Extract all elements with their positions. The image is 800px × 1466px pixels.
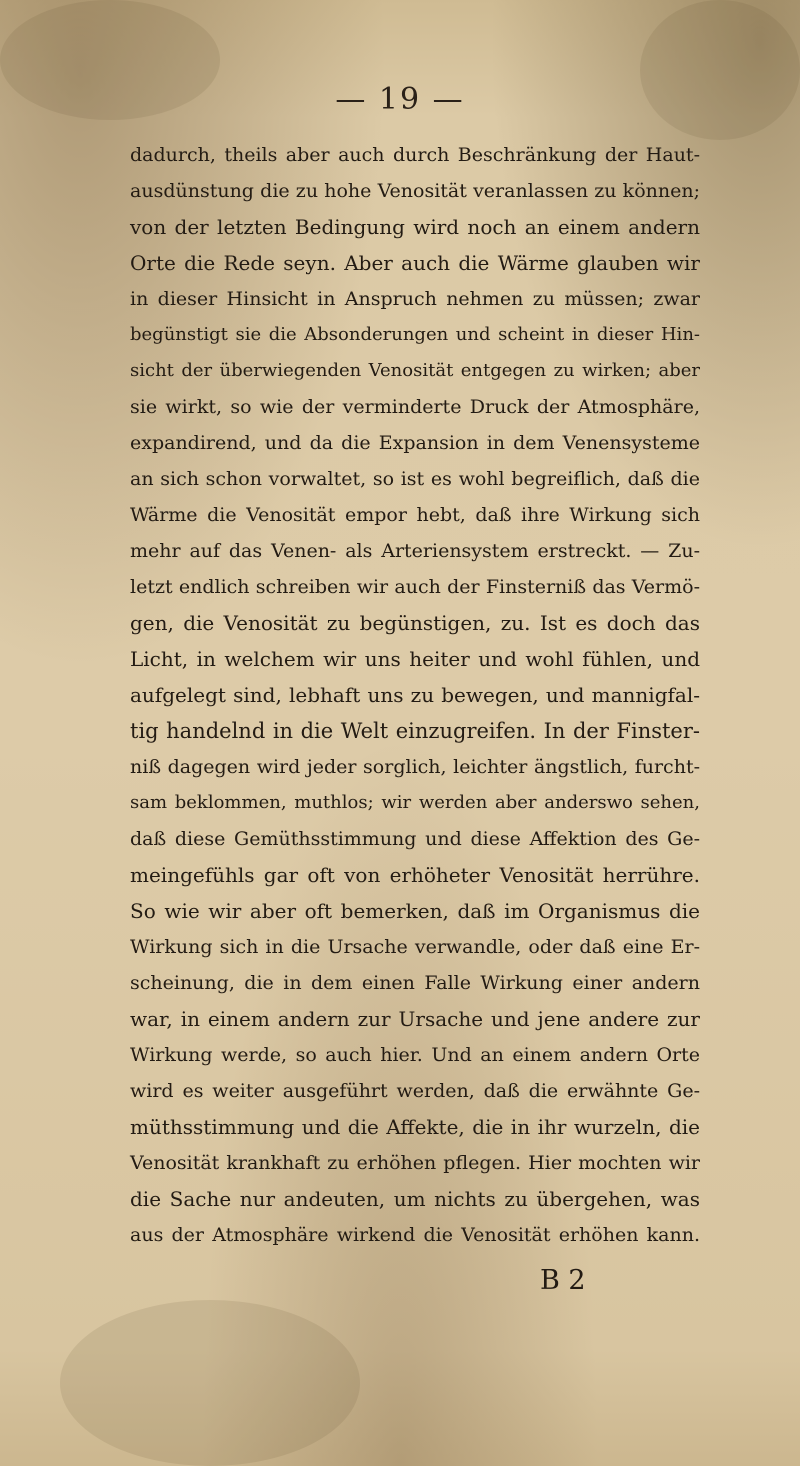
text-line: meingefühls gar oft von erhöheter Venosität herrühre. xyxy=(130,863,700,887)
text-line: Wirkung werde, so auch hier. Und an einem andern Orte xyxy=(130,1044,700,1066)
text-line: wird es weiter ausgeführt werden, daß die erwähnte Ge- xyxy=(130,1080,700,1102)
text-line: letzt endlich schreiben wir auch der Finsterniß das Vermö- xyxy=(130,576,700,598)
text-line: müthsstimmung und die Affekte, die in ihr wurzeln, die xyxy=(130,1115,700,1139)
text-line: in dieser Hinsicht in Anspruch nehmen zu müssen; zwar xyxy=(130,288,700,310)
text-line: mehr auf das Venen- als Arteriensystem erstreckt. — Zu- xyxy=(130,540,700,562)
text-line: ausdünstung die zu hohe Venosität veranlassen zu können; xyxy=(130,180,700,202)
text-line: sicht der überwiegenden Venosität entgegen zu wirken; aber xyxy=(130,360,700,381)
text-line: von der letzten Bedingung wird noch an einem andern xyxy=(130,215,700,239)
text-line: sam beklommen, muthlos; wir werden aber anderswo sehen, xyxy=(130,792,700,813)
text-line: expandirend, und da die Expansion in dem Venensysteme xyxy=(130,432,700,454)
text-line: aus der Atmosphäre wirkend die Venosität erhöhen kann. xyxy=(130,1224,700,1246)
text-line: war, in einem andern zur Ursache und jene andere zur xyxy=(130,1007,700,1031)
text-line: dadurch, theils aber auch durch Beschränkung der Haut- xyxy=(130,144,700,166)
text-line: Wirkung sich in die Ursache verwandle, oder daß eine Er- xyxy=(130,936,700,958)
text-line: scheinung, die in dem einen Falle Wirkung einer andern xyxy=(130,972,700,994)
text-line: Orte die Rede seyn. Aber auch die Wärme glauben wir xyxy=(130,251,700,275)
text-line: Licht, in welchem wir uns heiter und wohl fühlen, und xyxy=(130,647,700,671)
signature-mark: B 2 xyxy=(540,1265,586,1296)
text-line: Wärme die Venosität empor hebt, daß ihre Wirkung sich xyxy=(130,504,700,526)
text-line: an sich schon vorwaltet, so ist es wohl begreiflich, daß die xyxy=(130,468,700,490)
text-line: niß dagegen wird jeder sorglich, leichter ängstlich, furcht- xyxy=(130,756,700,778)
text-line: Venosität krankhaft zu erhöhen pflegen. Hier mochten wir xyxy=(130,1152,700,1174)
text-line: begünstigt sie die Absonderungen und scheint in dieser Hin- xyxy=(130,324,700,345)
text-line: daß diese Gemüthsstimmung und diese Affektion des Ge- xyxy=(130,828,700,850)
text-line: sie wirkt, so wie der verminderte Druck der Atmosphäre, xyxy=(130,396,700,418)
page-number-header: — 19 — xyxy=(335,82,465,117)
text-line: die Sache nur andeuten, um nichts zu übergehen, was xyxy=(130,1187,700,1211)
paper-stain xyxy=(60,1300,360,1466)
text-line: gen, die Venosität zu begünstigen, zu. Ist es doch das xyxy=(130,611,700,635)
text-line: tig handelnd in die Welt einzugreifen. In der Finster- xyxy=(130,719,700,743)
paper-stain xyxy=(640,0,800,140)
text-line: So wie wir aber oft bemerken, daß im Organismus die xyxy=(130,899,700,923)
text-line: aufgelegt sind, lebhaft uns zu bewegen, und mannigfal- xyxy=(130,683,700,707)
